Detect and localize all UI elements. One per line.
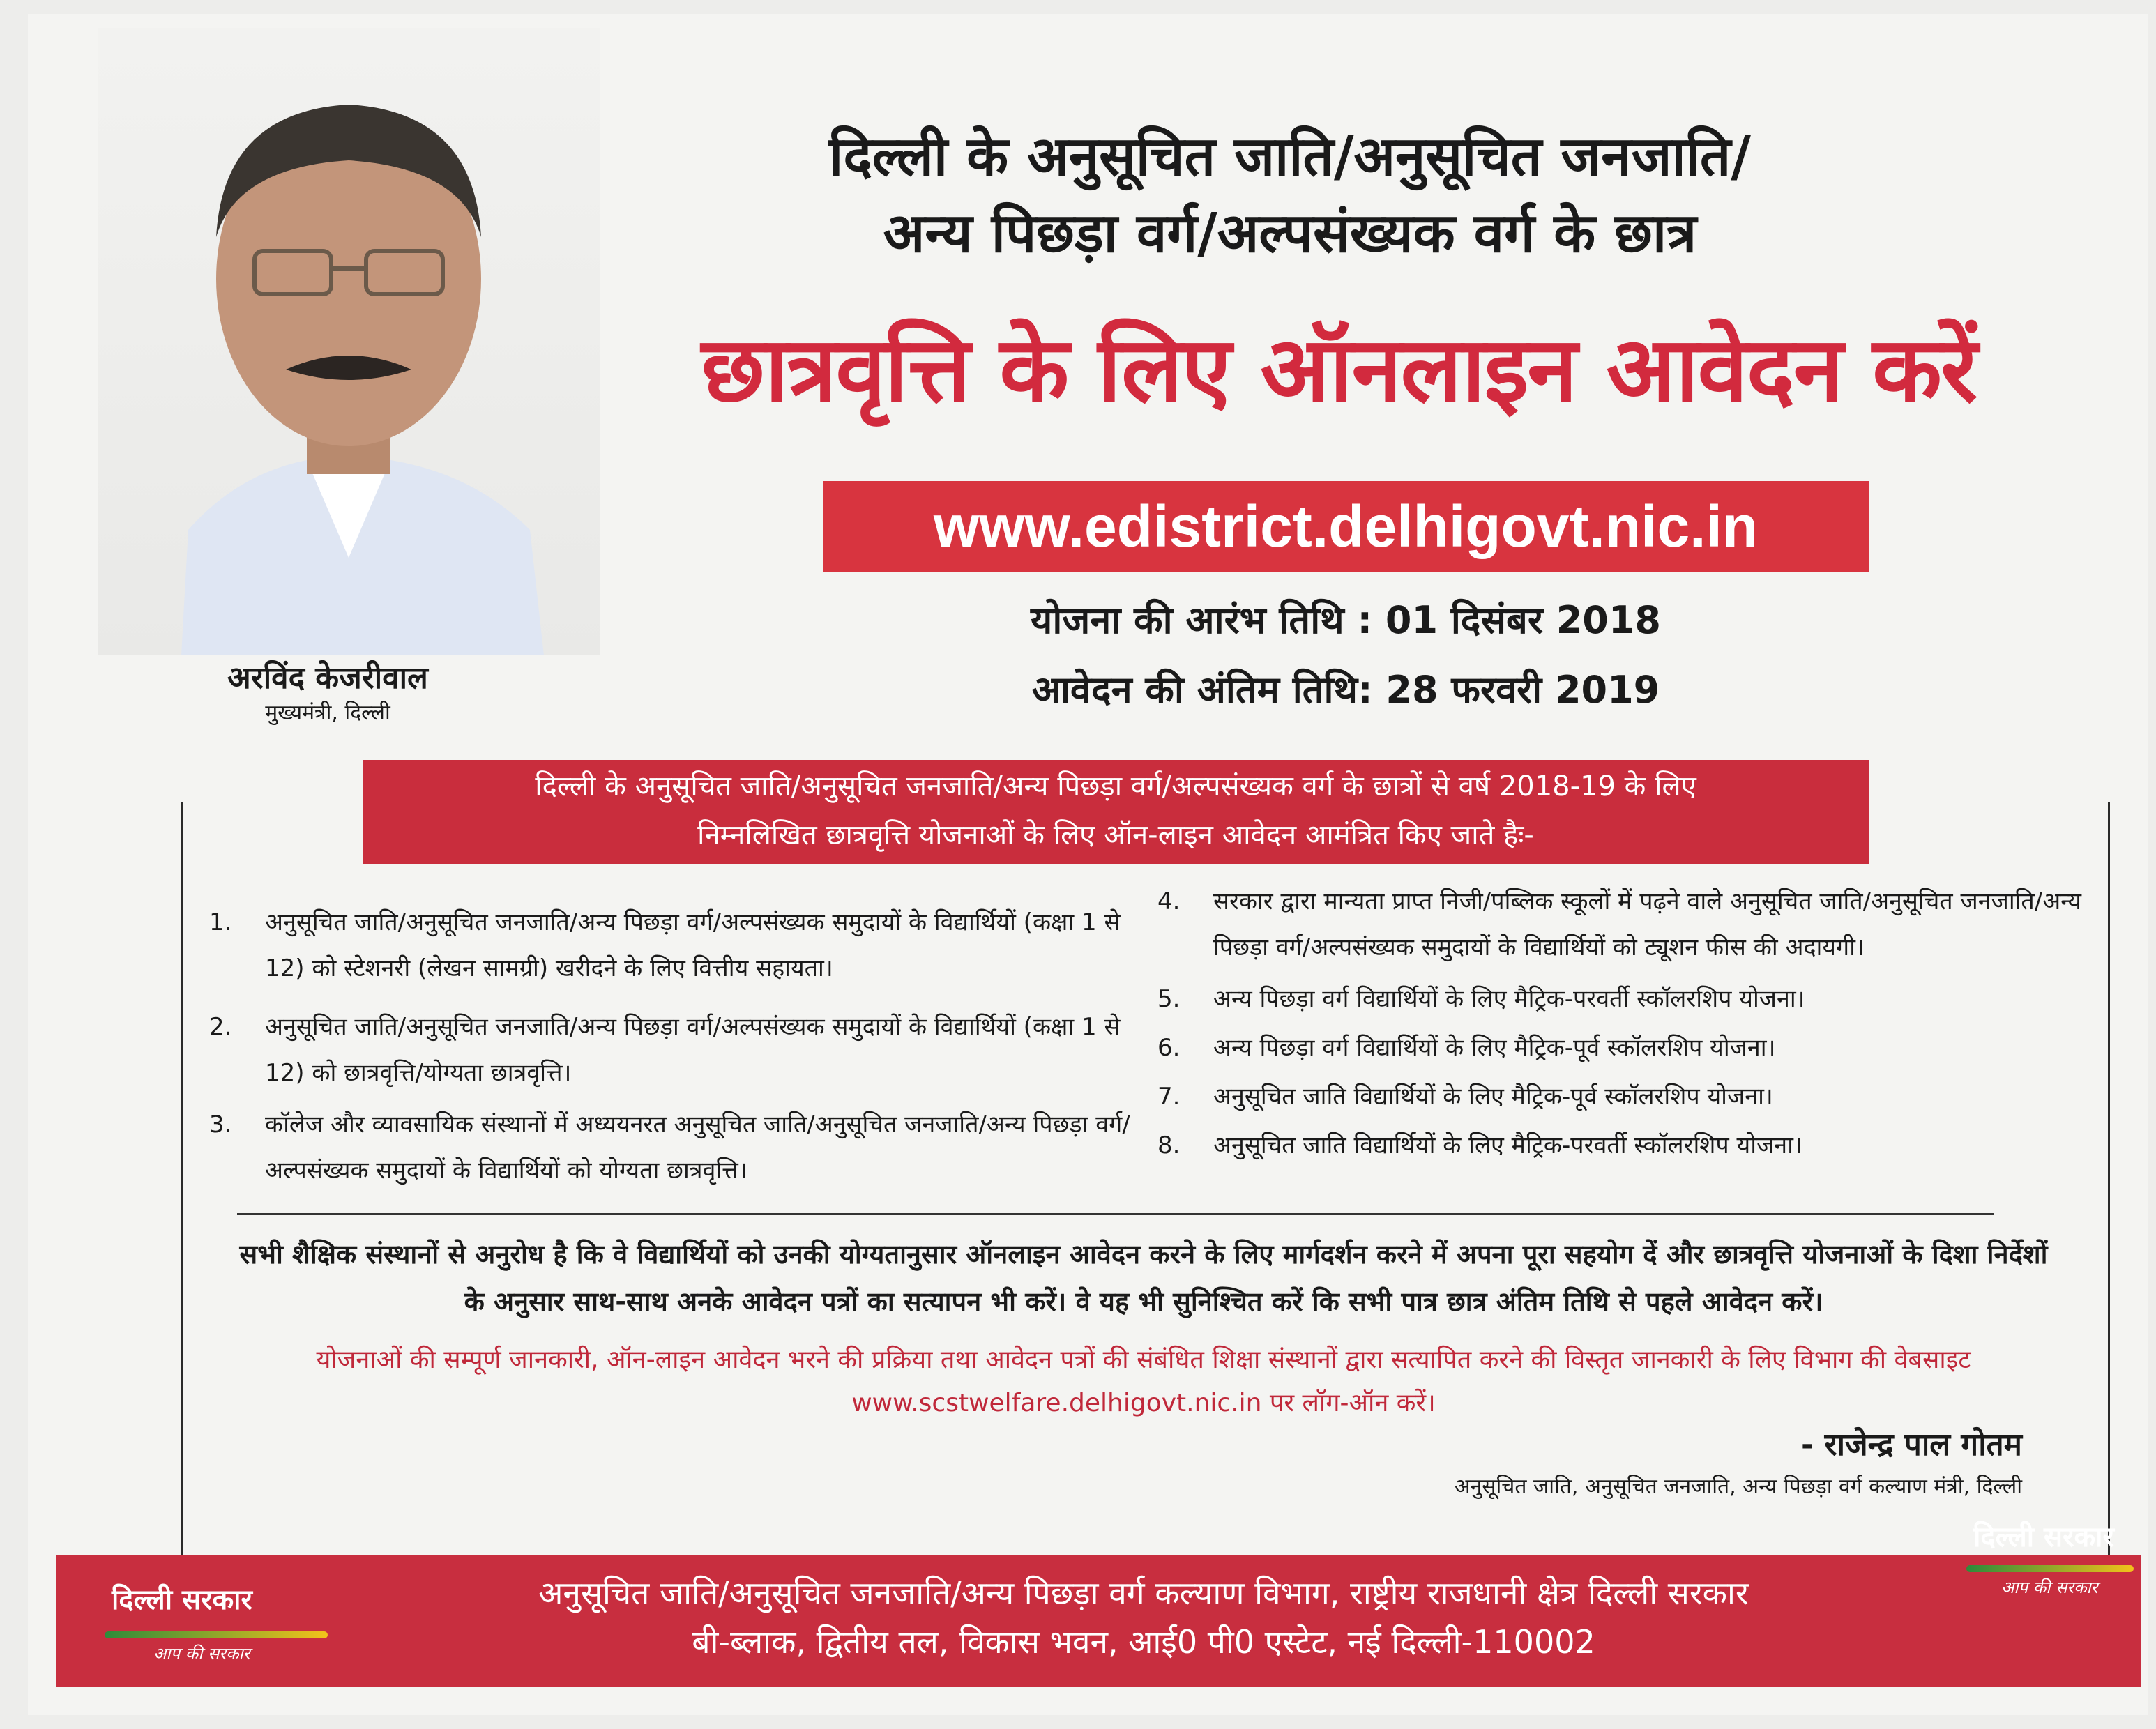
- portrait-illustration: [98, 28, 600, 655]
- heading-line-2: अन्य पिछड़ा वर्ग/अल्पसंख्यक वर्ग के छात्र: [883, 202, 1697, 265]
- scheme-number: 2.: [209, 1013, 232, 1041]
- chief-minister-photo: [98, 28, 600, 655]
- scheme-item: [1157, 1074, 2092, 1122]
- minister-name: - राजेन्द्र पाल गोतम: [1801, 1427, 2022, 1463]
- scheme-item: [209, 1004, 1144, 1102]
- scheme-item: [1157, 976, 2092, 1025]
- delhi-sarkar-logo-left: दिल्ली सरकार: [112, 1584, 252, 1616]
- scheme-number: 5.: [1157, 985, 1181, 1013]
- scheme-item: [1157, 1122, 2092, 1171]
- delhi-sarkar-logo-right: दिल्ली सरकार: [1973, 1521, 2114, 1553]
- footer-address: बी-ब्लाक, द्वितीय तल, विकास भवन, आई0 पी0 एस्टेट, नई दिल्ली-110002: [692, 1623, 1595, 1661]
- logo-tagline-left: आप की सरकार: [153, 1644, 250, 1663]
- scheme-item: [209, 1102, 1144, 1199]
- scheme-number: 3.: [209, 1111, 232, 1138]
- last-date: आवेदन की अंतिम तिथि: 28 फरवरी 2019: [1031, 668, 1660, 712]
- appeal-text: सभी शैक्षिक संस्थानों से अनुरोध है कि वे विद्यार्थियों को उनकी योग्यतानुसार ऑनलाइन आवेदन करने के लिए मार्गदर्शन करने में अपना पूरा सहयोग दें और छात्रवृत्ति योजनाओं के दिशा निर्देशों के अनुसार साथ-साथ अनके आवेदन पत्रों का सत्यापन भी करें। वे यह भी सुनिश्चित करें कि सभी पात्र छात्र अंतिम तिथि से पहले आवेदन करें।: [239, 1239, 2048, 1317]
- scheme-item: [209, 899, 1144, 997]
- chief-minister-title: मुख्यमंत्री, दिल्ली: [265, 701, 390, 725]
- invite-line-2: निम्नलिखित छात्रवृत्ति योजनाओं के लिए ऑन-लाइन आवेदन आमंत्रित किए जाते हैः-: [697, 819, 1534, 851]
- info-text: योजनाओं की सम्पूर्ण जानकारी, ऑन-लाइन आवेदन भरने की प्रक्रिया तथा आवेदन पत्रों की संबंधित शिक्षा संस्थानों द्वारा सत्यापित करने की विस्तृत जानकारी के लिए विभाग की वेबसाइट www.scstwelfare.delhigovt.nic.in पर लॉग-ऑन करें।: [316, 1346, 1971, 1417]
- scheme-text: कॉलेज और व्यावसायिक संस्थानों में अध्ययनरत अनुसूचित जाति/अनुसूचित जनजाति/अन्य पिछड़ा वर्ग/अल्पसंख्यक समुदायों के विद्यार्थियों को योग्यता छात्रवृत्ति।: [265, 1111, 1130, 1185]
- logo-swoosh-left: [105, 1631, 328, 1638]
- scheme-text: अनुसूचित जाति विद्यार्थियों के लिए मैट्रिक-पूर्व स्कॉलरशिप योजना।: [1213, 1083, 1773, 1111]
- scheme-text: सरकार द्वारा मान्यता प्राप्त निजी/पब्लिक स्कूलों में पढ़ने वाले अनुसूचित जाति/अनुसूचित जनजाति/अन्य पिछड़ा वर्ग/अल्पसंख्यक समुदायों के विद्यार्थियों को ट्यूशन फीस की अदायगी।: [1213, 888, 2081, 961]
- scheme-number: 1.: [209, 908, 232, 936]
- divider: [237, 1213, 1994, 1215]
- scheme-number: 7.: [1157, 1083, 1181, 1111]
- logo-tagline-right: आप की सरकार: [2001, 1578, 2098, 1597]
- footer-department: अनुसूचित जाति/अनुसूचित जनजाति/अन्य पिछड़ा वर्ग कल्याण विभाग, राष्ट्रीय राजधानी क्षेत्र दिल्ली सरकार: [538, 1574, 1749, 1612]
- scheme-text: अनुसूचित जाति/अनुसूचित जनजाति/अन्य पिछड़ा वर्ग/अल्पसंख्यक समुदायों के विद्यार्थियों (कक्षा 1 से 12) को छात्रवृत्ति/योग्यता छात्रवृत्ति।: [265, 1013, 1121, 1087]
- scheme-text: अन्य पिछड़ा वर्ग विद्यार्थियों के लिए मैट्रिक-परवर्ती स्कॉलरशिप योजना।: [1213, 985, 1805, 1013]
- scheme-number: 4.: [1157, 888, 1181, 915]
- scheme-number: 8.: [1157, 1132, 1181, 1159]
- scheme-text: अनुसूचित जाति/अनुसूचित जनजाति/अन्य पिछड़ा वर्ग/अल्पसंख्यक समुदायों के विद्यार्थियों (कक्षा 1 से 12) को स्टेशनरी (लेखन सामग्री) खरीदने के लिए वित्तीय सहायता।: [265, 908, 1121, 982]
- edistrict-url-link[interactable]: www.edistrict.delhigovt.nic.in: [933, 494, 1759, 559]
- main-headline: छात्रवृत्ति के लिए ऑनलाइन आवेदन करें: [701, 317, 1977, 422]
- scheme-number: 6.: [1157, 1034, 1181, 1062]
- scheme-text: अन्य पिछड़ा वर्ग विद्यार्थियों के लिए मैट्रिक-पूर्व स्कॉलरशिप योजना।: [1213, 1034, 1776, 1062]
- logo-swoosh-right: [1966, 1565, 2134, 1572]
- invite-line-1: दिल्ली के अनुसूचित जाति/अनुसूचित जनजाति/अन्य पिछड़ा वर्ग/अल्पसंख्यक वर्ग के छात्रों से वर्ष 2018-19 के लिए: [535, 770, 1696, 802]
- scheme-text: अनुसूचित जाति विद्यार्थियों के लिए मैट्रिक-परवर्ती स्कॉलरशिप योजना।: [1213, 1132, 1802, 1159]
- minister-title: अनुसूचित जाति, अनुसूचित जनजाति, अन्य पिछड़ा वर्ग कल्याण मंत्री, दिल्ली: [1454, 1475, 2022, 1499]
- heading-line-1: दिल्ली के अनुसूचित जाति/अनुसूचित जनजाति/: [829, 125, 1751, 188]
- scheme-item: [1157, 1025, 2092, 1074]
- start-date: योजना की आरंभ तिथि : 01 दिसंबर 2018: [1031, 598, 1661, 642]
- chief-minister-name: अरविंद केजरीवाल: [227, 660, 428, 696]
- scheme-item: [1157, 878, 2092, 976]
